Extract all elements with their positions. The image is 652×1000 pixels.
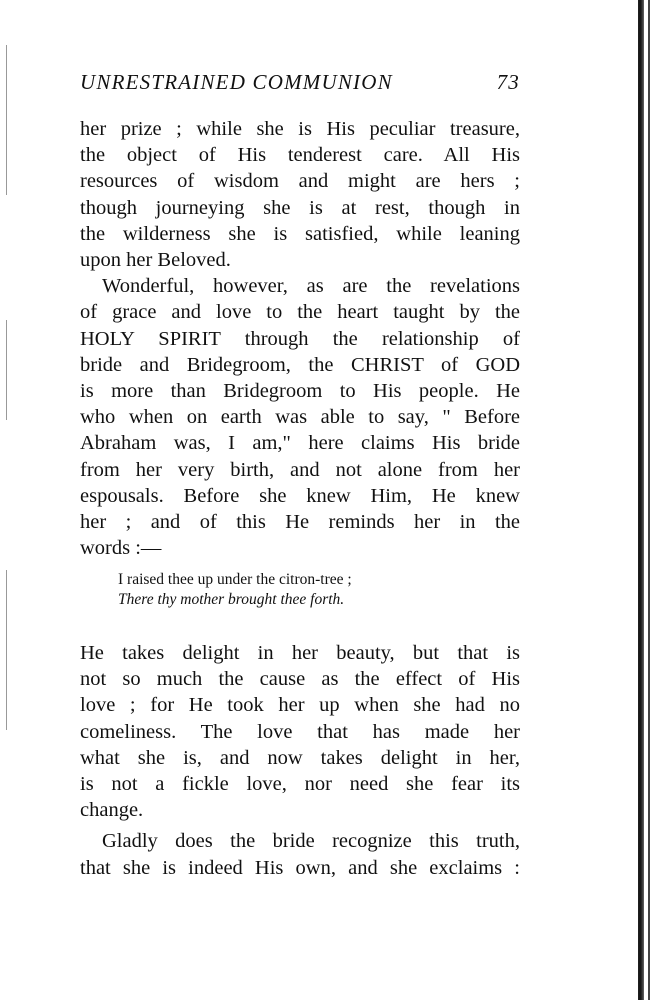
text-line: words :— (80, 537, 162, 560)
text-block-bottom (80, 640, 520, 881)
text-line: the wilderness she is satisfied, while leaning (80, 222, 520, 245)
text-line: bride and Bridegroom, the CHRIST of GOD (80, 353, 520, 376)
text-line: though journeying she is at rest, though in (80, 196, 520, 219)
paragraph (80, 116, 520, 273)
text-line: is not a fickle love, nor need she fear its (80, 773, 520, 796)
text-line: comeliness. The love that has made her (80, 720, 520, 743)
text-line: that she is indeed His own, and she exclaims : (80, 856, 520, 879)
text-block-top (80, 116, 520, 561)
page-edge-left (6, 45, 7, 195)
verse-line: There thy mother brought thee forth. (118, 591, 345, 608)
text-line: change. (80, 799, 144, 822)
text-line: who when on earth was able to say, " Before (80, 406, 520, 429)
text-line: Gladly does the bride recognize this truth, (102, 830, 520, 853)
page-number: 73 (496, 70, 520, 94)
text-line: of grace and love to the heart taught by the (80, 301, 520, 324)
text-line: from her very birth, and not alone from her (80, 458, 520, 481)
text-line: the object of His tenderest care. All His (80, 144, 520, 167)
page-edge-right-thin (648, 0, 650, 1000)
text-line: Abraham was, I am," here claims His bride (80, 432, 520, 455)
text-line: Wonderful, however, as are the revelations (102, 275, 520, 298)
text-line: what she is, and now takes delight in her, (80, 746, 520, 769)
paragraph (80, 273, 520, 561)
text-line: He takes delight in her beauty, but that is (80, 642, 520, 664)
text-line: love ; for He took her up when she had no (80, 694, 520, 717)
page-edge-left (6, 570, 7, 730)
running-title: UNRESTRAINED COMMUNION (80, 70, 393, 94)
page-edge-right (638, 0, 644, 1000)
text-line: is more than Bridegroom to His people. He (80, 380, 520, 403)
text-line: not so much the cause as the effect of His (80, 668, 520, 691)
text-line: HOLY SPIRIT through the relationship of (80, 327, 520, 350)
text-line: upon her Beloved. (80, 249, 231, 272)
running-header (80, 70, 520, 95)
paragraph (80, 640, 520, 823)
text-line: her prize ; while she is His peculiar treasure, (80, 118, 520, 140)
verse-line: I raised thee up under the citron-tree ; (118, 571, 352, 588)
text-line: espousals. Before she knew Him, He knew (80, 484, 520, 507)
text-line: resources of wisdom and might are hers ; (80, 170, 520, 193)
text-line: her ; and of this He reminds her in the (80, 511, 520, 534)
page-edge-left (6, 320, 7, 420)
verse-quotation (118, 570, 518, 610)
paragraph (80, 828, 520, 880)
